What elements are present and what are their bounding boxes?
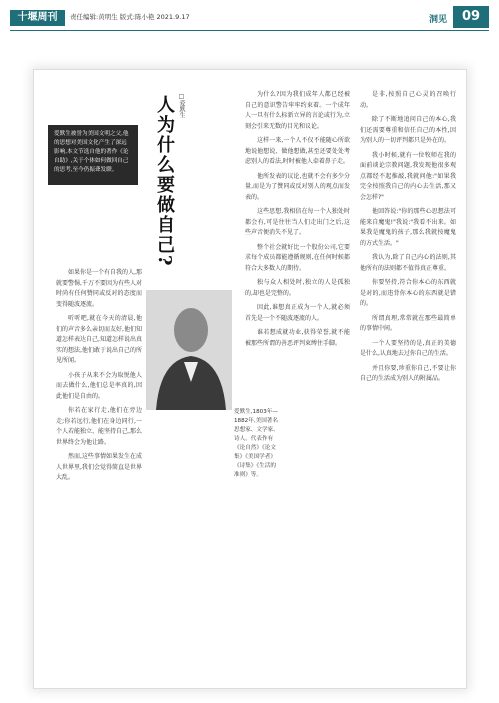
paragraph: 这样一来,一个人不仅不能随心所欲地说他想说、做他想做,甚至还要处处考虑别人的看法,时时被他人牵着鼻子走。 [245, 137, 350, 165]
article-author: □爱默生 [178, 93, 185, 118]
paragraph: 谁若想成就功业,获得荣誉,就不能被那些所谓的善恶评判束缚住手脚。 [245, 329, 350, 347]
masthead-brand: 十堰周刊 [10, 10, 65, 26]
column-1 [56, 268, 142, 488]
section-name: 洞见 [428, 15, 447, 25]
paragraph: 如果你是一个有自我的人,那就要警惕,千万不要因为有些人对时尚有任何赞同或反对的态度而变得随波逐流。 [56, 269, 142, 308]
paragraph: 整个社会就好比一个股份公司,它要求每个成员都能遵循规则,在任何时候都符合大多数人的期待。 [245, 243, 350, 272]
page-header [0, 0, 499, 32]
paragraph: 是非,按照自己心灵的召唤行动。 [360, 91, 456, 109]
paragraph: 我小时候,就有一位牧师在我的面前谈论宗教问题,我发现他很多观点都经不起推敲,我就问他:"如果我完全按照我自己的内心去生活,那又会怎样?" [360, 151, 456, 201]
paragraph: 因此,谁想真正成为一个人,就必须首先是一个不随波逐流的人。 [245, 304, 350, 322]
editor-meta: 责任编辑:黄明生 版式:陈小艳 2021.9.17 [70, 13, 190, 21]
paragraph: 然而,这些事情如果发生在成人世界里,我们会觉得简直是世界大乱。 [56, 453, 142, 481]
header-rule [10, 30, 489, 31]
paragraph: 他回答说:"你的那些心思想法可能来自魔鬼!"我说:"我看不出来。如果我是魔鬼的孩子,那么我就按魔鬼的方式生活。" [360, 208, 456, 247]
paragraph: 他所发表的议论,也就不会有多少分量,而是为了赞同或反对别人的观点而发表的。 [245, 172, 350, 201]
article-title: 人为什么要做自己? [154, 95, 175, 268]
column-3 [360, 90, 456, 389]
intro-box [48, 125, 138, 185]
paragraph: 这些思想,我相信在每一个人独处时都会有,可是往往当人们走出门之后,这些声音便消失不见了。 [245, 208, 350, 236]
page-number: 09 [453, 6, 489, 28]
paragraph: 并且你要,珍重你自己,不要让你自己的生活成为别人的附属品。 [360, 364, 456, 382]
paragraph: 你要坚持,符合你本心的东西就是对的,而违背你本心的东西就是错的。 [360, 279, 456, 307]
paragraph: 小孩子从来不会为取悦他人而去做什么,他们总是率真的,因此他们是自由的。 [56, 371, 142, 400]
column-2 [245, 90, 350, 353]
paragraph: 我认为,除了自己内心的法则,其他所有的法则都不值得真正尊重。 [360, 254, 456, 272]
paragraph: 独与众人相处时,独立的人是孤独的,却也是完整的。 [245, 279, 350, 297]
portrait-caption [234, 408, 280, 480]
paragraph: 你若在家行走,他们在旁边走;你若远行,他们在身边同行,一个人若能独立、能坚持自己,那么世界终会为他让路。 [56, 407, 142, 446]
intro-text: 爱默生被誉为美国文明之父,他的思想对美国文化产生了深远影响,本文节选自他的著作《论自助》,关于个体如何做回自己的思考,至今仍振聋发聩。 [54, 131, 129, 173]
paragraph: 一个人要坚持的是,真正的美德是什么,认真地去过你自己的生活。 [360, 339, 456, 357]
caption-text: 爱默生,1803年—1882年,美国著名思想家、文学家、诗人。代表作有《论自然》《论文集》《美国学者》《诗集》《生活的准则》等。 [234, 409, 279, 478]
paragraph: 所谓真理,常常就在那些最简单的事情中间。 [360, 314, 456, 332]
paragraph: 听听吧,就在今天的清晨,他们的声音多么亲切而友好,他们知道怎样表达自己,知道怎样说出真实的想法,他们敢于说出自己的所见所闻。 [56, 315, 142, 364]
paragraph: 除了不断地追问自己的本心,我们还需要尊重和信任自己的本性,因为别人的一切评判都只是外在的。 [360, 116, 456, 144]
portrait-image [146, 290, 232, 410]
paragraph: 为什么?因为我们成年人都已经被自己的意识警告牢牢约束着。一个成年人一旦有什么标新立异的言论或行为,立刻会引来无数的目光和议论。 [245, 91, 350, 130]
